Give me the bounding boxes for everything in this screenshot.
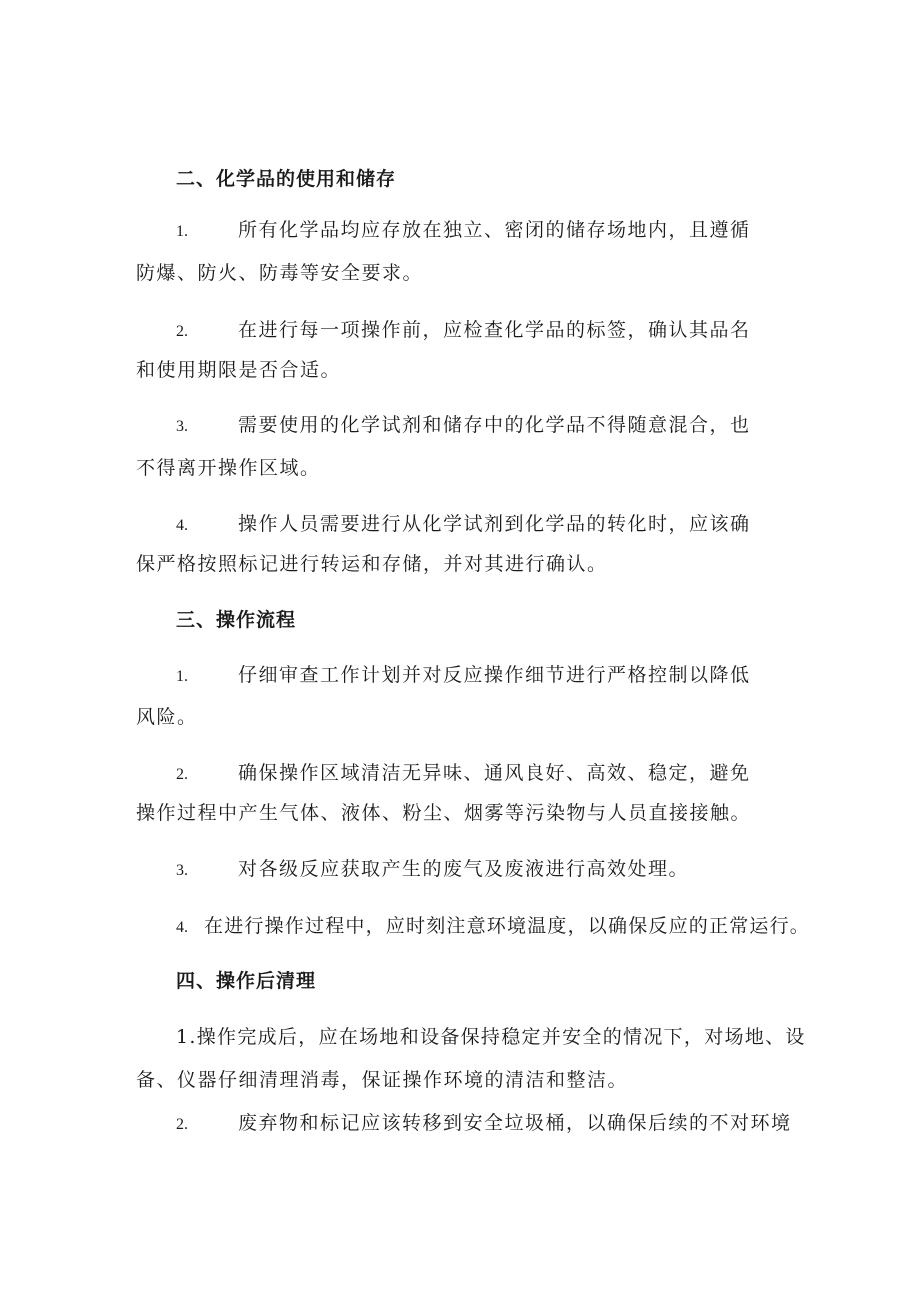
- item-number: 2.: [176, 1116, 188, 1133]
- item-text-line: 不得离开操作区域。: [136, 457, 321, 479]
- item-text-line: 废弃物和标记应该转移到安全垃圾桶，以确保后续的不对环境: [238, 1112, 792, 1134]
- item-number: 2.: [176, 766, 188, 783]
- item-text-line: 1.操作完成后，应在场地和设备保持稳定并安全的情况下，对场地、设: [176, 1026, 806, 1048]
- item-text-line: 操作过程中产生气体、液体、粉尘、烟雾等污染物与人员直接接触。: [136, 802, 752, 824]
- item-text-line: 对各级反应获取产生的废气及废液进行高效处理。: [238, 858, 690, 880]
- section-heading: 三、操作流程: [176, 609, 297, 631]
- item-number: 3.: [176, 862, 188, 879]
- item-number: 1.: [176, 668, 188, 685]
- item-number: 4.: [176, 919, 188, 936]
- item-text-line: 防爆、防火、防毒等安全要求。: [136, 262, 424, 284]
- item-text-line: 操作人员需要进行从化学试剂到化学品的转化时，应该确: [238, 513, 751, 535]
- section-heading: 二、化学品的使用和储存: [176, 168, 397, 190]
- item-text-line: 仔细审查工作计划并对反应操作细节进行严格控制以降低: [238, 664, 751, 686]
- item-number: 2.: [176, 323, 188, 340]
- item-number: 4.: [176, 517, 188, 534]
- item-text-line: 在进行操作过程中，应时刻注意环境温度，以确保反应的正常运行。: [204, 915, 811, 937]
- item-text-line: 和使用期限是否合适。: [136, 359, 342, 381]
- item-number: 3.: [176, 418, 188, 435]
- item-text-line: 需要使用的化学试剂和储存中的化学品不得随意混合，也: [238, 414, 751, 436]
- item-text-line: 备、仪器仔细清理消毒，保证操作环境的清洁和整洁。: [136, 1069, 629, 1091]
- item-text-line: 在进行每一项操作前，应检查化学品的标签，确认其品名: [238, 319, 751, 341]
- item-number: 1.: [176, 223, 188, 240]
- item-text-line: 保严格按照标记进行转运和存储，并对其进行确认。: [136, 553, 608, 575]
- item-text-line: 风险。: [136, 706, 198, 728]
- section-heading: 四、操作后清理: [176, 970, 317, 992]
- item-text-line: 确保操作区域清洁无异味、通风良好、高效、稳定，避免: [238, 762, 751, 784]
- item-text-line: 所有化学品均应存放在独立、密闭的储存场地内，且遵循: [238, 219, 751, 241]
